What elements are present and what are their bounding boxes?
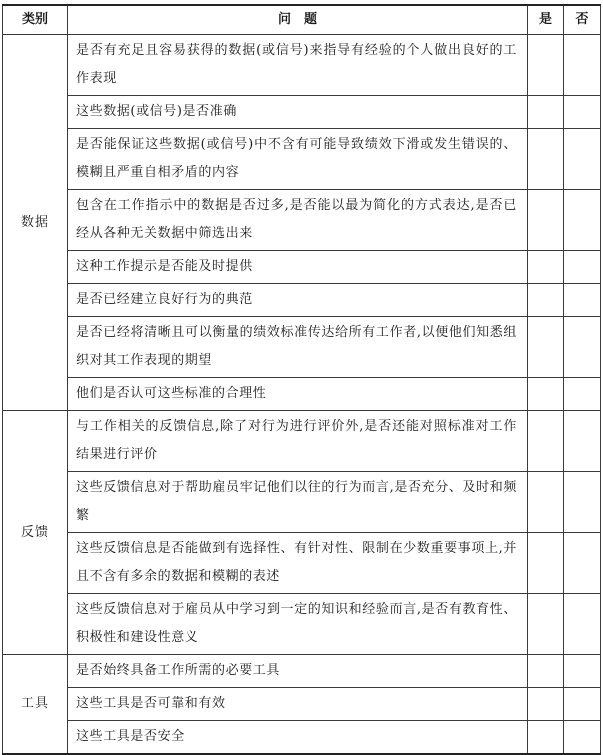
no-checkbox-cell[interactable] xyxy=(564,35,601,96)
no-checkbox-cell[interactable] xyxy=(564,594,601,655)
yes-checkbox-cell[interactable] xyxy=(528,317,564,378)
question-cell: 这种工作提示是否能及时提供 xyxy=(68,251,528,284)
no-checkbox-cell[interactable] xyxy=(564,96,601,129)
no-checkbox-cell[interactable] xyxy=(564,284,601,317)
table-row xyxy=(3,190,601,251)
yes-checkbox-cell[interactable] xyxy=(528,190,564,251)
table-row xyxy=(3,35,601,96)
table-row xyxy=(3,688,601,721)
question-cell: 是否能保证这些数据(或信号)中不含有可能导致绩效下滑或发生错误的、模糊且严重自相矛盾的内容 xyxy=(68,129,528,190)
question-cell: 是否始终具备工作所需的必要工具 xyxy=(68,655,528,688)
yes-checkbox-cell[interactable] xyxy=(528,411,564,472)
no-checkbox-cell[interactable] xyxy=(564,190,601,251)
question-cell: 是否已经建立良好行为的典范 xyxy=(68,284,528,317)
question-cell: 包含在工作指示中的数据是否过多,是否能以最为简化的方式表达,是否已经从各种无关数据中筛选出来 xyxy=(68,190,528,251)
yes-checkbox-cell[interactable] xyxy=(528,378,564,411)
question-cell: 这些反馈信息对于帮助雇员牢记他们以往的行为而言,是否充分、及时和频繁 xyxy=(68,472,528,533)
question-cell: 是否已经将清晰且可以衡量的绩效标准传达给所有工作者,以便他们知悉组织对其工作表现的期望 xyxy=(68,317,528,378)
yes-checkbox-cell[interactable] xyxy=(528,129,564,190)
no-checkbox-cell[interactable] xyxy=(564,317,601,378)
table-row xyxy=(3,284,601,317)
table-row xyxy=(3,594,601,655)
category-cell: 工具 xyxy=(3,655,68,755)
no-checkbox-cell[interactable] xyxy=(564,129,601,190)
yes-checkbox-cell[interactable] xyxy=(528,251,564,284)
header-question: 问 题 xyxy=(68,5,528,35)
table-row xyxy=(3,655,601,688)
header-category: 类别 xyxy=(3,5,68,35)
question-cell: 这些工具是否安全 xyxy=(68,721,528,755)
category-cell: 数据 xyxy=(3,35,68,411)
yes-checkbox-cell[interactable] xyxy=(528,472,564,533)
no-checkbox-cell[interactable] xyxy=(564,251,601,284)
yes-checkbox-cell[interactable] xyxy=(528,594,564,655)
question-cell: 他们是否认可这些标准的合理性 xyxy=(68,378,528,411)
yes-checkbox-cell[interactable] xyxy=(528,96,564,129)
table-row xyxy=(3,317,601,378)
question-cell: 是否有充足且容易获得的数据(或信号)来指导有经验的个人做出良好的工作表现 xyxy=(68,35,528,96)
table-row xyxy=(3,129,601,190)
no-checkbox-cell[interactable] xyxy=(564,472,601,533)
no-checkbox-cell[interactable] xyxy=(564,378,601,411)
question-cell: 这些数据(或信号)是否准确 xyxy=(68,96,528,129)
table-row xyxy=(3,472,601,533)
header-no: 否 xyxy=(564,5,601,35)
yes-checkbox-cell[interactable] xyxy=(528,533,564,594)
table-row xyxy=(3,96,601,129)
checklist-table xyxy=(2,4,601,755)
yes-checkbox-cell[interactable] xyxy=(528,284,564,317)
no-checkbox-cell[interactable] xyxy=(564,655,601,688)
no-checkbox-cell[interactable] xyxy=(564,533,601,594)
yes-checkbox-cell[interactable] xyxy=(528,721,564,755)
no-checkbox-cell[interactable] xyxy=(564,411,601,472)
header-yes: 是 xyxy=(528,5,564,35)
table-row xyxy=(3,378,601,411)
yes-checkbox-cell[interactable] xyxy=(528,655,564,688)
question-cell: 这些反馈信息是否能做到有选择性、有针对性、限制在少数重要事项上,并且不含有多余的数据和模糊的表述 xyxy=(68,533,528,594)
table-row xyxy=(3,251,601,284)
question-cell: 这些反馈信息对于雇员从中学习到一定的知识和经验而言,是否有教育性、积极性和建设性意义 xyxy=(68,594,528,655)
no-checkbox-cell[interactable] xyxy=(564,688,601,721)
category-cell: 反馈 xyxy=(3,411,68,655)
no-checkbox-cell[interactable] xyxy=(564,721,601,755)
question-cell: 与工作相关的反馈信息,除了对行为进行评价外,是否还能对照标准对工作结果进行评价 xyxy=(68,411,528,472)
yes-checkbox-cell[interactable] xyxy=(528,688,564,721)
table-row xyxy=(3,533,601,594)
table-row xyxy=(3,411,601,472)
question-cell: 这些工具是否可靠和有效 xyxy=(68,688,528,721)
yes-checkbox-cell[interactable] xyxy=(528,35,564,96)
table-row xyxy=(3,721,601,755)
header-row xyxy=(3,5,601,35)
